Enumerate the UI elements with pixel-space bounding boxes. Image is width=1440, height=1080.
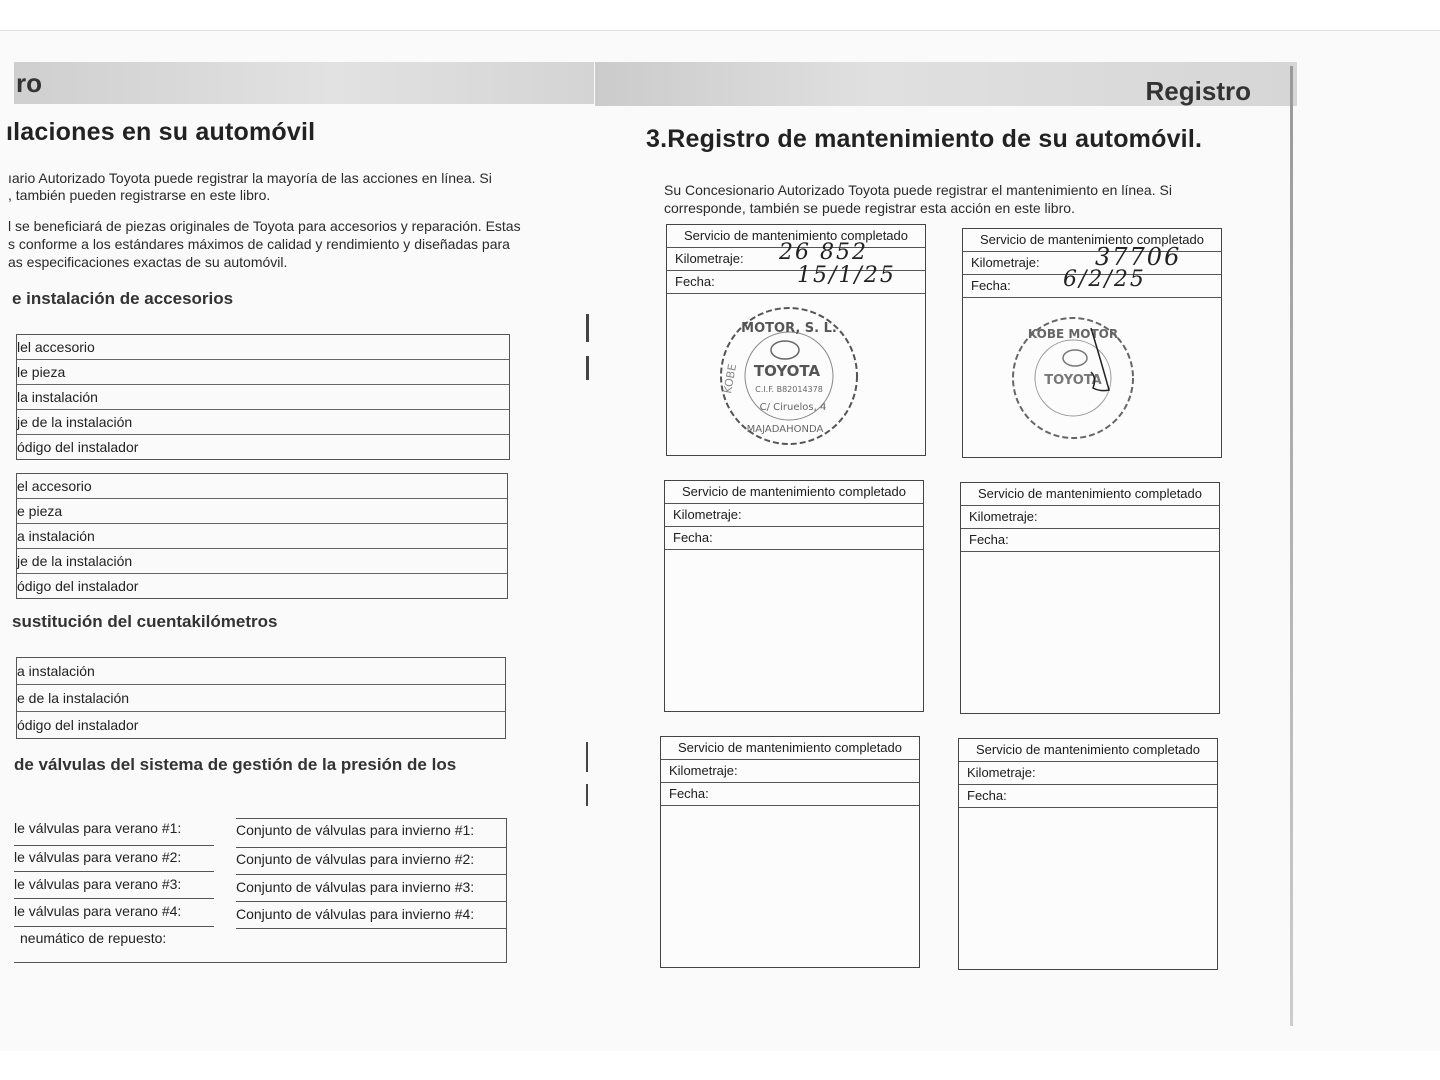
card-title: Servicio de mantenimiento completado <box>667 225 925 248</box>
date-value: 15/1/25 <box>797 263 896 288</box>
table-row: je de la instalación <box>17 549 507 574</box>
km-field <box>959 762 1217 785</box>
table-row: ódigo del instalador <box>17 439 139 455</box>
stamp-1-top: MOTOR, S. L. <box>741 321 837 336</box>
card-title: Servicio de mantenimiento completado <box>961 483 1219 506</box>
table-row: e de la instalación <box>17 685 505 712</box>
date-field <box>961 529 1219 552</box>
scan-mark <box>586 314 589 342</box>
km-field <box>665 504 923 527</box>
service-card-2 <box>962 228 1222 458</box>
table-row: el accesorio <box>17 474 507 499</box>
scan-mark <box>586 356 589 380</box>
valve-summer-4: le válvulas para verano #4: <box>14 903 182 919</box>
date-value: 6/2/25 <box>1063 267 1146 292</box>
dealer-stamp-1 <box>667 294 923 454</box>
date-label: Fecha: <box>675 274 715 289</box>
table-row: le pieza <box>17 360 509 385</box>
stamp-1-city: MAJADAHONDA <box>746 424 824 435</box>
date-label: Fecha: <box>669 786 709 801</box>
km-label: Kilometraje: <box>669 763 738 778</box>
km-label: Kilometraje: <box>967 765 1036 780</box>
card-title: Servicio de mantenimiento completado <box>665 481 923 504</box>
left-intro-line-1: ıario Autorizado Toyota puede registrar la mayoría de las acciones en línea. Si <box>8 170 492 186</box>
scan-mark <box>586 742 588 772</box>
accessories-heading: e instalación de accesorios <box>12 289 234 308</box>
table-row: a instalación <box>17 524 507 549</box>
stamp-1-address: C/ Ciruelos, 4 <box>759 402 827 413</box>
service-card-6 <box>958 738 1218 970</box>
stamp-area <box>963 298 1221 458</box>
right-intro-line-1: Su Concesionario Autorizado Toyota puede registrar el mantenimiento en línea. Si <box>664 182 1172 198</box>
service-card-1 <box>666 224 926 456</box>
date-field <box>661 783 919 806</box>
km-label: Kilometraje: <box>675 251 744 266</box>
accessory-table-2 <box>16 473 508 599</box>
table-row: ódigo del instalador <box>17 717 139 733</box>
date-label: Fecha: <box>673 530 713 545</box>
service-card-4 <box>960 482 1220 714</box>
odometer-heading: sustitución del cuentakilómetros <box>12 612 278 631</box>
scan-mark <box>586 784 588 806</box>
km-label: Kilometraje: <box>673 507 742 522</box>
valves-heading: de válvulas del sistema de gestión de la presión de los <box>14 755 457 774</box>
left-intro-line-5: as especificaciones exactas de su automóvil. <box>8 254 288 270</box>
date-field <box>667 263 925 294</box>
km-value: 26 852 <box>779 240 868 265</box>
valve-winter-3: Conjunto de válvulas para invierno #3: <box>236 879 475 895</box>
valve-summer-3: le válvulas para verano #3: <box>14 876 182 892</box>
left-intro-line-3: l se beneficiará de piezas originales de Toyota para accesorios y reparación. Estas <box>8 218 521 234</box>
spare-tire-valve: neumático de repuesto: <box>20 930 167 946</box>
accessory-table-1 <box>16 334 510 460</box>
valve-summer-2: le válvulas para verano #2: <box>14 849 182 865</box>
table-row: ódigo del instalador <box>17 578 139 594</box>
date-field <box>665 527 923 550</box>
odometer-table <box>16 657 506 739</box>
stamp-1-side: KOBE <box>721 362 740 395</box>
km-label: Kilometraje: <box>971 255 1040 270</box>
valves-table <box>14 818 507 963</box>
date-label: Fecha: <box>969 532 1009 547</box>
left-intro-line-2: , también pueden registrarse en este libro. <box>8 187 271 203</box>
table-row: a instalación <box>17 658 505 685</box>
km-value: 37706 <box>1095 243 1182 271</box>
table-row: e pieza <box>17 499 507 524</box>
valve-summer-1: le válvulas para verano #1: <box>14 820 182 836</box>
km-field <box>661 760 919 783</box>
date-field <box>963 267 1221 298</box>
dealer-stamp-2 <box>963 298 1219 458</box>
stamp-area <box>667 294 925 454</box>
stamp-1-brand: TOYOTA <box>753 362 821 380</box>
left-header-text: ro <box>16 68 42 98</box>
date-label: Fecha: <box>967 788 1007 803</box>
date-label: Fecha: <box>971 278 1011 293</box>
valve-winter-2: Conjunto de válvulas para invierno #2: <box>236 851 475 867</box>
table-row: je de la instalación <box>17 410 509 435</box>
service-card-5 <box>660 736 920 968</box>
right-page-title: 3.Registro de mantenimiento de su automóvil. <box>646 125 1203 153</box>
km-field <box>961 506 1219 529</box>
stamp-1-cif: C.I.F. B82014378 <box>755 385 823 394</box>
card-title: Servicio de mantenimiento completado <box>963 229 1221 252</box>
service-card-3 <box>664 480 924 712</box>
stamp-2-top: KOBE MOTOR <box>1027 327 1119 341</box>
km-label: Kilometraje: <box>969 509 1038 524</box>
card-title: Servicio de mantenimiento completado <box>661 737 919 760</box>
table-row: lel accesorio <box>17 335 509 360</box>
left-page-title: ılaciones en su automóvil <box>6 118 316 146</box>
stamp-2-brand: TOYOTA <box>1044 373 1102 388</box>
left-intro-line-4: s conforme a los estándares máximos de calidad y rendimiento y diseñadas para <box>8 236 510 252</box>
right-header-text: Registro <box>1145 76 1251 106</box>
card-title: Servicio de mantenimiento completado <box>959 739 1217 762</box>
valve-winter-1: Conjunto de válvulas para invierno #1: <box>236 822 475 838</box>
valve-winter-4: Conjunto de válvulas para invierno #4: <box>236 906 475 922</box>
left-header-bar <box>14 62 594 104</box>
page-edge <box>1290 66 1293 1026</box>
table-row: la instalación <box>17 385 509 410</box>
date-field <box>959 785 1217 808</box>
right-header-bar <box>595 62 1297 106</box>
right-intro-line-2: corresponde, también se puede registrar esta acción en este libro. <box>664 200 1075 216</box>
